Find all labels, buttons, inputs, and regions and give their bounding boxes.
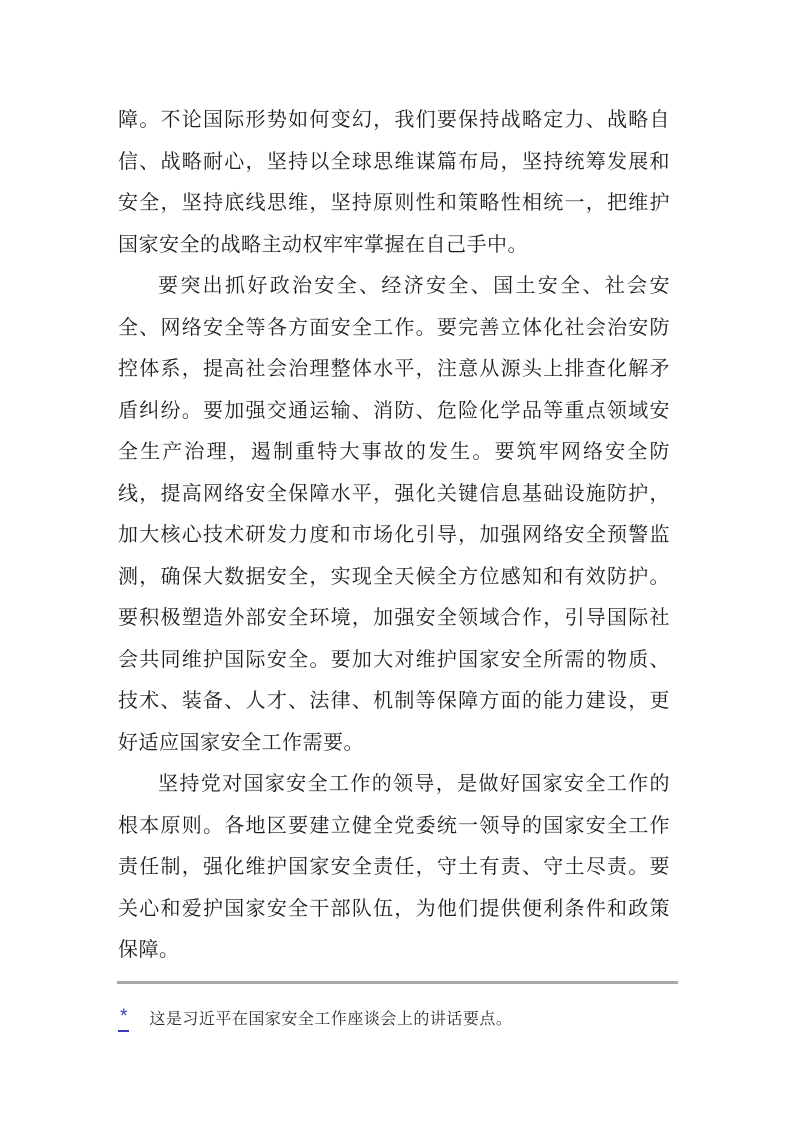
footnote-divider	[117, 981, 678, 984]
paragraph-security-domains: 要突出抓好政治安全、经济安全、国土安全、社会安全、网络安全等各方面安全工作。要完善立体化社会治安防控体系，提高社会治理整体水平，注意从源头上排查化解矛盾纠纷。要加强交通运输、消防、危险化学品等重点领域安全生产治理，遏制重特大事故的发生。要筑牢网络安全防线，提高网络安全保障水平，强化关键信息基础设施防护，加大核心技术研发力度和市场化引导，加强网络安全预警监测，确保大数据安全，实现全天候全方位感知和有效防护。要积极塑造外部安全环境，加强安全领域合作，引导国际社会共同维护国际安全。要加大对维护国家安全所需的物质、技术、装备、人才、法律、机制等保障方面的能力建设，更好适应国家安全工作需要。	[118, 275, 670, 754]
footnote	[118, 1005, 670, 1032]
footnote-text: 这是习近平在国家安全工作座谈会上的讲话要点。	[149, 1010, 513, 1028]
body-text-block	[118, 100, 670, 972]
paragraph-continuation: 障。不论国际形势如何变幻，我们要保持战略定力、战略自信、战略耐心，坚持以全球思维谋篇布局，坚持统筹发展和安全，坚持底线思维，坚持原则性和策略性相统一，把维护国家安全的战略主动权牢牢掌握在自己手中。	[118, 109, 670, 256]
page-content	[118, 100, 670, 1032]
footnote-marker-link[interactable]: *	[118, 1010, 129, 1032]
paragraph-party-leadership: 坚持党对国家安全工作的领导，是做好国家安全工作的根本原则。各地区要建立健全党委统一领导的国家安全工作责任制，强化维护国家安全责任，守土有责、守土尽责。要关心和爱护国家安全干部队伍，为他们提供便利条件和政策保障。	[118, 773, 670, 961]
